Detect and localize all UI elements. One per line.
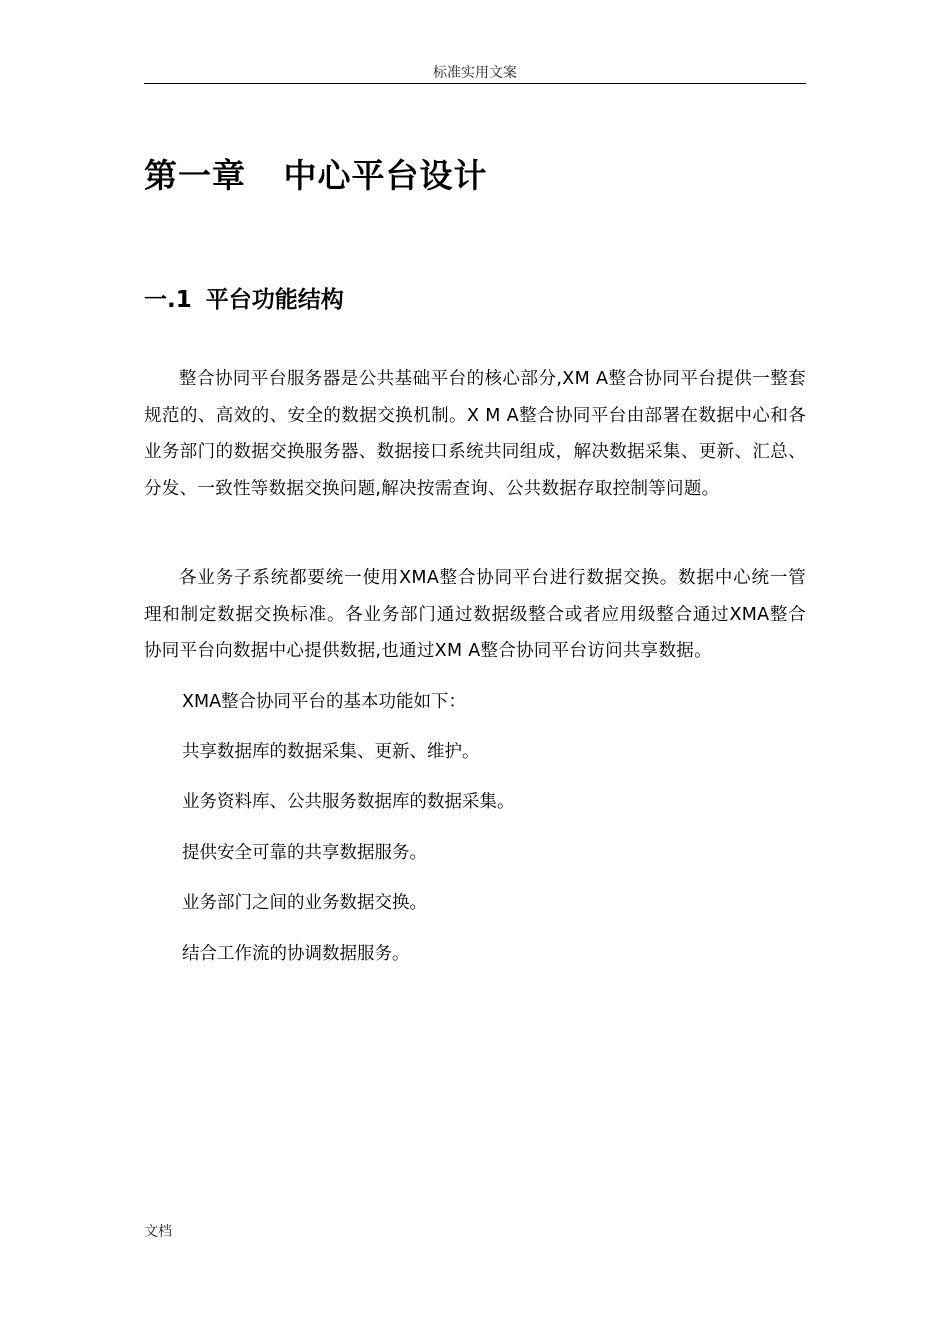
section-number: 一.1	[144, 287, 192, 313]
paragraph-2: 各业务子系统都要统一使用XMA整合协同平台进行数据交换。数据中心统一管理和制定数据交换标准。各业务部门通过数据级整合或者应用级整合通过XMA整合协同平台向数据中心提供数据,也通过XM A整合协同平台访问共享数据。	[144, 568, 806, 662]
function-item: 业务资料库、公共服务数据库的数据采集。	[182, 792, 515, 812]
function-item: 结合工作流的协调数据服务。	[182, 944, 410, 964]
function-item: 业务部门之间的业务数据交换。	[182, 893, 427, 913]
function-item: 共享数据库的数据采集、更新、维护。	[182, 742, 480, 762]
header-divider	[144, 83, 806, 84]
paragraph-1: 整合协同平台服务器是公共基础平台的核心部分,XM A整合协同平台提供一整套规范的、高效的、安全的数据交换机制。X M A整合协同平台由部署在数据中心和各业务部门的数据交换服务器、数据接口系统共同组成，解决数据采集、更新、汇总、分发、一致性等数据交换问题,解决按需查询、公共数据存取控制等问题。	[144, 369, 806, 499]
function-item: 提供安全可靠的共享数据服务。	[182, 843, 427, 863]
chapter-title: 第一章 中心平台设计	[144, 156, 488, 195]
page-header: 标准实用文案	[433, 65, 517, 81]
page-footer: 文档	[144, 1224, 172, 1240]
section-title: 平台功能结构	[205, 287, 344, 313]
section-heading	[144, 282, 344, 318]
functions-intro: XMA整合协同平台的基本功能如下：	[182, 692, 467, 712]
